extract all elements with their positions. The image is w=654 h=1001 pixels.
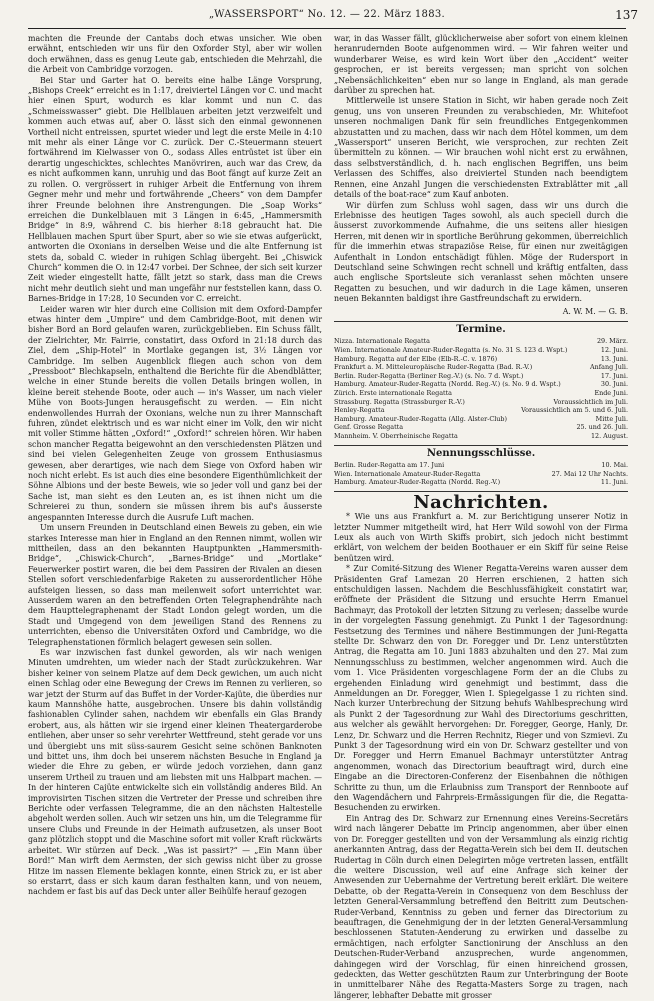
event-name: Genf. Grosse Regatta — [334, 423, 404, 432]
nennungsschluesse-list — [334, 461, 628, 487]
list-item — [334, 355, 628, 364]
event-name: Berlin. Ruder-Regatta (Berliner Reg.-V.) (s. No. 7 d. Wspt.) — [334, 371, 524, 380]
event-name: Hamburg. Regatta auf der Elbe (Elb-R.-C. v. 1876) — [334, 354, 498, 363]
section-divider — [334, 321, 628, 322]
paragraph: Um unsern Freunden in Deutschland einen Beweis zu geben, ein wie starkes Interesse man hier in England an den Rennen nimmt, wollen wir mittheilen, dass an den bekannten Hauptpunkten „Hammersmith-Bridge“, „Chiswick-Church“, „Barnes-Bridge“ und „Mortlake“ Feuerwerker postirt waren, die bei dem Passiren der Rivalen an diesen Stellen sofort verschiedenfarbige Raketen zu ausserordentlicher Höhe aufsteigen liessen, so dass man meilenweit sofort unterrichtet war. Ausserdem waren an den betreffenden Orten Telegraphendrähte nach dem Haupttelegraphenamt der Stadt London gelegt worden, um die Stadt und Umgegend von dem jeweiligen Stand des Rennens zu unterrichten, ebenso die Universitäten Oxford und Cambridge, wo die Telegraphenstationen förmlich belagert gewesen sein sollen. — [28, 523, 322, 647]
event-name: Mannheim. V. Oberrheinische Regatta — [334, 431, 458, 440]
event-date: 12. August. — [590, 431, 628, 440]
event-name: Frankfurt a. M. Mitteleuropäische Ruder-Regatta (Bad. R.-V.) — [334, 363, 533, 372]
event-date: 25. und 26. Juli. — [576, 423, 628, 432]
paragraph: Leider waren wir hier durch eine Collision mit dem Oxford-Dampfer etwas hinter dem „Umpire“ und dem Cambridge-Boot, mit denen wir bisher Bord an Bord gelaufen waren, zurückgeblieben. Ein Schuss fällt, der Zielrichter, Mr. Fairrie, constatirt, dass Oxford in 21:18 durch das Ziel, dem „Ship-Hotel“ in Mortlake gegangen ist, 3½ Längen vor Cambridge. Im selben Augenblick fliegen auch schon von dem „Pressboot“ Blechkapseln, enthaltend die Berichte für die Abendblätter, welche in einer Stunde bereits die vollen Details bringen wollen, in kleine bereit stehende Boote, oder auch — in's Wasser, um nach vieler Mühe von Boots-Jungen herausgefischt zu werden. — Ein nicht endenwollendes Hurrah der Oxonians, welche nun zu ihrer Mannschaft fuhren, zündet elektrisch und es war nicht einer im Volk, den wir nicht mit voller Stimme hätten „Oxford!“ „Oxford!“ schreien hören. Wir haben schon mancher Regatta beigewohnt an den verschiedensten Plätzen und sind bei vielen Gelegenheiten Zeuge von grossem Enthusiasmus gewesen, aber derartiges, wie nach dem Siege von Oxford haben wir noch nicht erlebt. Es ist auch dies eine besondere Eigenthümlichkeit der Söhne Albions und der beste Beweis, wie so jeder voll und ganz bei der Sache ist, man sieht es den Leuten an, es ist ihnen nicht um die Schreierei zu thun, sondern sie müssen ihrem bis auf's äusserste angespannten Interesse durch die Ausrufe Luft machen. — [28, 304, 322, 522]
event-date: 29. März. — [596, 337, 628, 346]
section-divider — [334, 445, 628, 446]
list-item — [334, 423, 628, 432]
list-item — [334, 346, 628, 355]
paragraph: Ein Antrag des Dr. Schwarz zur Ernennung eines Vereins-Secretärs wird nach längerer Debatte im Princip angenommen, aber über einen von Dr. Foregger gestellten und von der Versammlung als einzig richtig anerkannten Antrag, dass der Regatta-Verein sich bei dem II. deutschen Rudertag in Cöln durch einen Delegirten möge vertreten lassen, entfällt die weitere Discussion, weil auf eine Anfrage sich keiner der Anwesenden zur Uebernahme der Vertretung bereit erklärt. Die weitere Debatte, ob der Regatta-Verein in Consequenz von dem Beschluss der letzten General-Versammlung betreffend den Beitritt zum Deutschen-Ruder-Verband, Kenntniss zu geben und ferner das Directorium zu beauftragen, die Genehmigung der in der letzten General-Versammlung beschlossenen Statuten-Aenderung zu erwirken und dasselbe zu ermächtigen, nach erfolgter Sanctionirung der Anschluss an den Deutschen-Ruder-Verband anzusprechen, wurde angenommen, dahingegen wird der Vorschlag, für einen hinreichend grossen, gedeckten, das Wetter geschützten Raum zur Unterbringung der Boote in unmittelbarer Nähe des Regatta-Masters Sorge zu tragen, nach längerer, lebhafter Debatte mit grosser — [334, 813, 628, 1000]
page-number: 137 — [615, 8, 638, 22]
event-date: Voraussichtlich am 5. und 6. Juli. — [521, 406, 628, 415]
list-item — [334, 389, 628, 398]
list-item — [334, 406, 628, 415]
paragraph: Mittlerweile ist unsere Station in Sicht, wir haben gerade noch Zeit genug, uns von unseren Freunden zu verabschieden, Mr. Whitefoot unseren nochmaligen Dank für sein freundliches Entgegenkommen abzustatten und zu machen, dass wir nach dem Hôtel kommen, um dem „Wassersport“ unseren Bericht, wie versprochen, zur rechten Zeit übermitteln zu können. — Wir brauchen wohl nicht erst zu erwähnen, dass selbstverständlich, d. h. nach englischen Begriffen, uns beim Verlassen des Schiffes, also dreiviertel Stunden nach beendigtem Rennen, eine Anzahl Jungen die verschiedensten Extrablätter mit „all details of the boat-race“ zum Kauf anboten. — [334, 96, 628, 200]
nachrichten-heading: Nachrichten. — [413, 491, 549, 513]
paragraph: machten die Freunde der Cantabs doch etwas unsicher. Wie oben erwähnt, entschieden wir uns für den Oxforder Styl, aber wir wollen doch erwähnen, dass es genug Leute gab, entschieden die Mehrzahl, die die Arbeit von Cambridge vorzogen. — [28, 34, 322, 75]
termine-list — [334, 337, 628, 440]
paragraph: Wir dürfen zum Schluss wohl sagen, dass wir uns durch die Erlebnisse des heutigen Tages sowohl, als auch speciell durch die äusserst zuvorkommende Aufnahme, die uns seitens aller hiesigen Herren, mit denen wir in sportliche Berührung gekommen, überreichlich für die immerhin etwas strapaziöse Reise, für einen nur zweitägigen Aufenthalt in London entschädigt fühlen. Möge der Rudersport in Deutschland seine Schwingen recht schnell und kräftig entfalten, dass auch englische Sportsleute sich veranlasst sehen möchten unsere Regatten zu besuchen, und wir dadurch in die Lage kämen, unseren neuen Bekannten baldigst ihre Gastfreundschaft zu erwidern. — [334, 200, 628, 304]
list-item — [334, 461, 628, 470]
paragraph: war, in das Wasser fällt, glücklicherweise aber sofort von einem kleinen heranrudernden Boote aufgenommen wird. — Wir fahren weiter und wunderbarer Weise, es wird kein Wort über den „Accident“ weiter gesprochen, er ist bereits vergessen; man spricht von solchen „Nebensächlichkeiten“ eben nur so lange in England, als man gerade darüber zu sprechen hat. — [334, 34, 628, 96]
event-name: Zürich. Erste internationale Regatta — [334, 388, 452, 397]
paragraph: * Wie uns aus Frankfurt a. M. zur Berichtigung unserer Notiz in letzter Nummer mitgetheilt wird, hat Herr Wild sowohl von der Firma Leux als auch von Wirth Skiffs probirt, sich jedoch nicht bestimmt erklärt, von welchem der beiden Boothauer er ein Skiff für seine Reise benützen wird. — [334, 512, 628, 563]
event-date: 27. Mai 12 Uhr Nachts. — [551, 469, 628, 478]
right-column — [334, 34, 628, 1000]
list-item — [334, 337, 628, 346]
event-date: 17. Juni. — [600, 371, 628, 380]
event-date: Mitte Juli. — [595, 414, 628, 423]
list-item — [334, 415, 628, 424]
event-name: Wien. Internationale Amateur-Ruder-Regatta — [334, 469, 481, 478]
event-date: 13. Juni. — [600, 354, 628, 363]
page-header — [0, 9, 654, 27]
article-signature: A. W. M. — G. B. — [562, 306, 628, 316]
paragraph: Bei Star und Garter hat O. bereits eine halbe Länge Vorsprung, „Bishops Creek“ erreicht es in 1:17, dreiviertel Längen vor C. und macht hier einen Spurt, wodurch es klar kommt und nun C. das „Schmeisswasser“ giebt. Die Hellblauen arbeiten jetzt verzweifelt und kommen auch etwas auf, aber O. lässt sich den einmal gewonnenen Vortheil nicht entreissen, spurtet wieder und legt die erste Meile in 4:10 mit mehr als einer Länge vor C. zurück. Der C.-Steuermann steuert fortwährend im Kielwasser von O., sodass Alles entrüstet ist über ein derartig ungeschicktes, schlechtes Manövriren, auch war das Crew, da es nicht aufkommen kann, unruhig und das Boot fängt auf kurze Zeit an zu rollen. O. vergrössert in ruhiger Arbeit die Entfernung von ihrem Gegner mehr und mehr und fortwährende „Cheers“ von dem Dampfer ihrer Freunde belohnen ihre Anstrengungen. Die „Soap Works“ erreichen die Dunkelblauen mit 3 Längen in 6:45, „Hammersmith Bridge“ in 8:9, während C. bis hierher 8:18 gebraucht hat. Die Hellblauen machen Spurt über Spurt, aber so wie sie etwas aufgerückt, antworten die Oxonians in derselben Weise und die alte Entfernung ist stets da, sobald C. wieder in ruhigen Schlag übergeht. Bei „Chiswick Church“ kommen die O. in 12:47 vorbei. Der Schnee, der sich seit kurzer Zeit wieder eingestellt hatte, fällt jetzt so stark, dass man die Crews nicht mehr deutlich sieht und man ungefähr nur feststellen kann, dass O. Barnes-Bridge in 17:28, 10 Secunden vor C. erreicht. — [28, 75, 322, 304]
list-item — [334, 398, 628, 407]
list-item — [334, 432, 628, 441]
list-item — [334, 372, 628, 381]
event-name: Hamburg. Amateur-Ruder-Regatta (Nordd. Reg.-V.) (s. No. 9 d. Wspt.) — [334, 380, 561, 389]
running-title: „WASSERSPORT“ No. 12. — 22. März 1883. — [208, 9, 446, 20]
event-name: Henley-Regatta — [334, 406, 385, 415]
event-name: Hamburg. Amateur-Ruder-Regatta (Nordd. Reg.-V.) — [334, 478, 501, 487]
paragraph: * Zur Comité-Sitzung des Wiener Regatta-Vereins waren ausser dem Präsidenten Graf Lamezan 20 Herren erschienen, 2 hatten sich entschuldigen lassen. Nachdem die Beschlussfähigkeit constatirt war, eröffnete der Präsident die Sitzung und ersuchte Herrn Emanuel Bachmayr, das Protokoll der letzten Sitzung zu verlesen; dasselbe wurde in der vorgelegten Fassung genehmigt. Zu Punkt 1 der Tagesordnung: Festsetzung des Termines und nähere Bestimmungen der Juni-Regatta stellte Dr. Schwarz den von Dr. Foregger und Dr. Lenz unterstützten Antrag, die Regatta am 10. Juni 1883 abzuhalten und den 27. Mai zum Nennungsschluss zu bestimmen, welcher angenommen wird. Auch die vom 1. Vice Präsidenten vorgeschlagene Form der an die Clubs zu ergehenden Einladung wird genehmigt und bestimmt, dass die Anmeldungen an Dr. Foregger, Wien I. Spiegelgasse 1 zu richten sind. Nach kurzer Unterbrechung der Sitzung behufs Wahlbesprechung wird als Punkt 2 der Tagesordnung zur Wahl des Directoriums geschritten, aus welcher als gewählt hervorgehen: Dr. Foregger, George, Hanly, Dr. Lenz, Dr. Schwarz und die Herren Rechnitz, Rieger und von Szmievi. Zu Punkt 3 der Tagesordnung wird ein von Dr. Schwarz gestellter und von Dr. Foregger und Herrn Emanuel Bachmayr unterstützter Antrag angenommen, wonach das Directorium beauftragt wird, durch eine Eingabe an die Directoren-Conferenz der Eisenbahnen die nöthigen Schritte zu thun, um die Erlaubniss zum Transport der Rennboote auf den Wagendächern und Fahrpreis-Ermässigungen für die, die Regatta-Besuchenden zu erwirken. — [334, 564, 628, 813]
event-name: Berlin. Ruder-Regatta am 17. Juni — [334, 460, 445, 469]
nennungsschluesse-heading: Nennungsschlüsse. — [426, 447, 536, 459]
paragraph: Es war inzwischen fast dunkel geworden, als wir nach wenigen Minuten umdrehten, um wieder nach der Stadt zurückzukehren. War bisher keiner von seinem Platze auf dem Deck gewichen, um auch nicht einen Schlag oder eine Bewegung der Crews im Rennen zu verlieren, so war jetzt der Sturm auf das Buffet in der Vorder-Kajüte, die überdies nur kaum Mannshöhe hatte, ausgebrochen. Unsere bis dahin vollständig fashionablen Cylinder sahen, nachdem wir ebenfalls ein Glas Brandy erobert, aus, als hätten wir sie irgend einer kleinen Theatergarderobe entliehen, aber unser so sehr verehrter Wettfreund, steht gerade vor uns und übergiebt uns mit süss-saurem Gesicht seine schönen Banknoten und bittet uns, ihm doch bei unserem nächsten Besuche in England ja wieder die Ehre zu geben, er würde jedoch vorziehen, dann ganz unserem Urtheil zu trauen und am liebsten mit uns Halbpart machen. — In der hinteren Cajüte entwickelte sich ein vollständig anderes Bild. An improvisirten Tischen sitzen die Vertreter der Presse und schreiben ihre Berichte oder verfassen Telegramme, die an den nächsten Haltestelle abgeholt werden sollen. Auch wir setzen uns hin, um die Telegramme für unsere Clubs und Freunde in der Heimath aufzusetzen, als unser Boot ganz plötzlich stoppt und die Maschine sofort mit voller Kraft rückwärts arbeitet. Wir stürzen auf Deck. „Was ist passirt?“ — „Ein Mann über Bord!“ Man wirft dem Aermsten, der sich gewiss nicht über zu grosse Hitze im nassen Elemente beklagen konnte, einen Strick zu, er ist aber so erstarrt, dass er sich kaum daran festhalten kann, und von neuem, nachdem er fast bis auf das Deck unter aller Beihülfe herauf gezogen — [28, 647, 322, 897]
list-item — [334, 380, 628, 389]
termine-heading: Termine. — [456, 323, 506, 335]
event-name: Nizza. Internationale Regatta — [334, 337, 430, 346]
left-column — [28, 34, 322, 897]
event-date: Anfang Juli. — [590, 363, 628, 372]
event-name: Strassburg. Regatta (Strassburger R.-V.) — [334, 397, 465, 406]
event-name: Wien. Internationale Amateur-Ruder-Regatta (s. No. 31 S. 123 d. Wspt.) — [334, 345, 568, 354]
event-name: Hamburg. Amateur-Ruder-Regatta (Allg. Alster-Club) — [334, 414, 507, 423]
list-item — [334, 470, 628, 479]
event-date: Voraussichtlich im Juli. — [553, 397, 628, 406]
event-date: 12. Juni. — [600, 345, 628, 354]
header-rule — [28, 28, 626, 29]
list-item — [334, 363, 628, 372]
event-date: Ende Juni. — [594, 388, 628, 397]
event-date: 10. Mai. — [601, 460, 628, 469]
event-date: 11. Juni. — [600, 478, 628, 487]
list-item — [334, 478, 628, 487]
event-date: 30. Juni. — [600, 380, 628, 389]
